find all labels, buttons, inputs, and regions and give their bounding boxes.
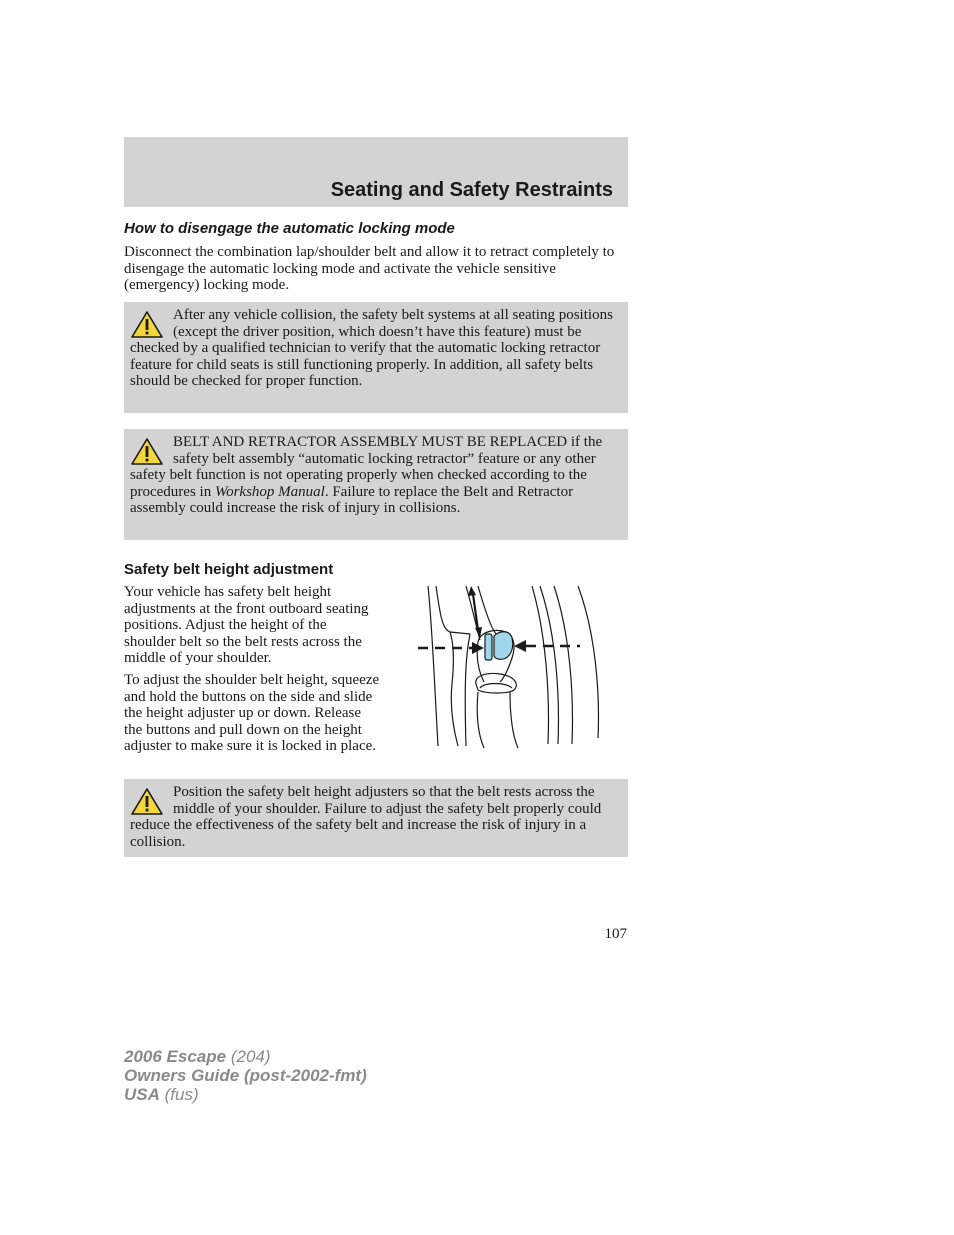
warning-box-height-position bbox=[124, 779, 628, 857]
warning-text-part-2: . Failure to replace the Belt and Retractor assembly could increase the risk of injury in collisions. bbox=[130, 483, 574, 516]
warning-triangle-icon bbox=[130, 787, 164, 817]
footer-model: 2006 Escape bbox=[124, 1047, 227, 1066]
footer-model-code: (204) bbox=[230, 1047, 271, 1066]
document-footer bbox=[124, 1047, 367, 1104]
heading-disengage-locking-mode: How to disengage the automatic locking mode bbox=[124, 220, 455, 237]
footer-market-code: (fus) bbox=[164, 1085, 199, 1104]
belt-height-adjuster-illustration bbox=[414, 584, 604, 750]
warning-box-collision-check bbox=[124, 302, 628, 413]
warning-text-belt-replace bbox=[130, 434, 616, 517]
paragraph-height-adjust-intro: Your vehicle has safety belt height adjustments at the front outboard seating positions. Adjust the height of the shoulder belt so the belt rests across the middle of your shoulder. bbox=[124, 584, 369, 666]
page-number: 107 bbox=[604, 926, 627, 942]
warning-triangle-icon bbox=[130, 437, 164, 467]
section-header-band bbox=[124, 137, 628, 207]
warning-text-collision-check: After any vehicle collision, the safety belt systems at all seating positions (except the driver position, which doesn’t have this feature) must be checked by a qualified technician to verify that the automatic locking retractor feature for child seats is still functioning properly. In addition, all safety belts should be checked for proper function. bbox=[130, 307, 613, 389]
warning-text-part-1: BELT AND RETRACTOR ASSEMBLY MUST BE REPLACED if the safety belt assembly “automatic locking retractor” feature or any other safety belt function is not operating properly when checked according to the procedures in bbox=[130, 434, 603, 500]
heading-belt-height-adjustment: Safety belt height adjustment bbox=[124, 561, 334, 578]
warning-triangle-icon bbox=[130, 310, 164, 340]
paragraph-disengage-locking-mode: Disconnect the combination lap/shoulder belt and allow it to retract completely to disengage the automatic locking mode and activate the vehicle sensitive (emergency) locking mode. bbox=[124, 244, 615, 293]
footer-market: USA bbox=[124, 1085, 160, 1104]
workshop-manual-reference: Workshop Manual bbox=[214, 483, 325, 500]
adjuster-release-button-left bbox=[485, 634, 492, 660]
footer-guide-type: Owners Guide (post-2002-fmt) bbox=[124, 1066, 367, 1085]
page-section-title: Seating and Safety Restraints bbox=[330, 179, 613, 201]
paragraph-height-adjust-steps: To adjust the shoulder belt height, squeeze and hold the buttons on the side and slide the height adjuster up or down. Release the buttons and pull down on the height adjuster to make sure it is locked in place. bbox=[124, 672, 380, 754]
warning-box-belt-replace bbox=[124, 429, 628, 540]
adjuster-release-button-right bbox=[494, 632, 513, 660]
warning-text-height-position: Position the safety belt height adjusters so that the belt rests across the middle of your shoulder. Failure to adjust the safety belt properly could reduce the effectiveness of the safety belt and increase the risk of injury in a collision. bbox=[130, 784, 602, 850]
